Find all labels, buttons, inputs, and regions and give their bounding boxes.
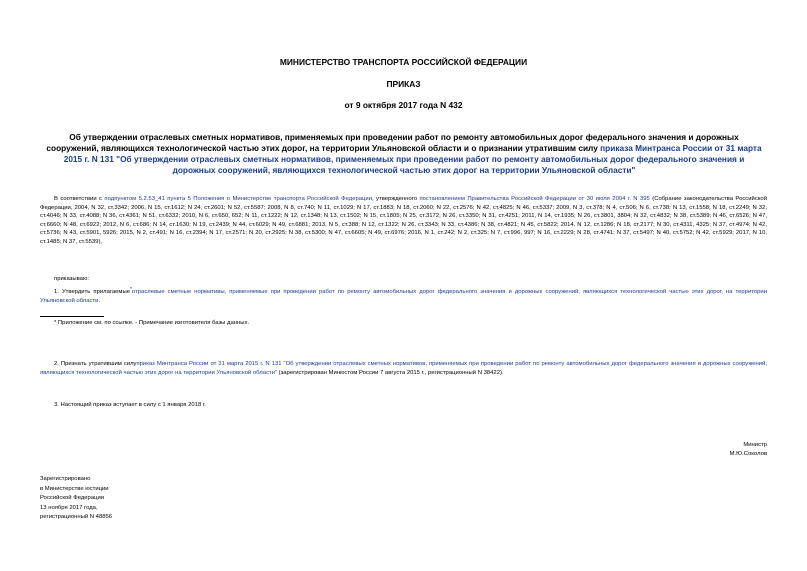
registration-line: 13 ноября 2017 года, xyxy=(40,504,98,511)
registration-line: в Министерстве юстиции xyxy=(40,485,109,492)
document-date: от 9 октября 2017 года N 432 xyxy=(344,100,463,110)
document-type-heading: ПРИКАЗ xyxy=(386,79,421,89)
repealed-order-link[interactable]: приказ Минтранса России от 31 марта 2015 г. N 131 "Об утверждении отраслевых сметных нормативов, применяемых при проведении работ по ремонту автомобильных дорог федерального значения и дорожных сооружений, являющихся технологической частью этих дорог на территории Ульяновской области" xyxy=(40,361,768,376)
regulation-subclause-link[interactable]: подпунктом 5.2.53_41 пункта 5 Положения о Министерстве транспорта Российской Федерации xyxy=(104,196,372,202)
ministry-heading: МИНИСТЕРСТВО ТРАНСПОРТА РОССИЙСКОЙ ФЕДЕРАЦИИ xyxy=(279,57,528,67)
basis-text-2: , утвержденного xyxy=(371,196,420,202)
footnote-marker: * xyxy=(130,287,132,292)
item-2-text: 2. Признать утратившим силу xyxy=(54,361,137,367)
registration-line: Российской Федерации xyxy=(40,495,105,501)
item-2-registration: (зарегистрирован Минюстом России 7 августа 2015 г., регистрационный N 38422). xyxy=(276,369,504,376)
item-3-paragraph: 3. Настоящий приказ вступает в силу с 1 января 2018 г. xyxy=(54,402,206,408)
basis-text-3: (Собрание законодательства Российской Федерации, 2004, N 32, ст.3342; 2006, N 15, ст.1612; N 24, ст.2601; N 52, ст.5587; 2008, N 8, ст.740; N 11, ст.1029; N 17, ст.1883; N 18, ст.2060; N 22, ст.2576; N 42, ст.4825; N 46, ст.5337; 2009, N 3, ст.378; N 4, ст.506; N 6, ст.738; N 13, ст.1558; N 18, ст.2249; N 32, ст.4046; N 33, ст.4088; N 36, ст.4361; N 51, ст.6332; 2010, N 6, ст.650, 652; N 11, ст.1222; N 12, ст.1348; N 13, ст.1502; N 15, ст.1805; N 25, ст.3172; N 26, ст.3350; N 31, ст.4251; 2011, N 14, ст.1935; N 26, ст.3801, 3804; N 32, ст.4832; N 38, ст.5389; N 46, ст.6526; N 47, ст.6660; N 48, ст.6922; 2012, N 6, ст.686; N 14, ст.1630; N 19, ст.2439; N 44, ст.6029; N 49, ст.6881; 2013, N 5, ст.388; N 12, ст.1322; N 26, ст.3343; N 33, ст.4386; N 38, ст.4821; N 45, ст.5822; 2014, N 12, ст.1286; N 18, ст.2177; N 30, ст.4311, 4325; N 37, ст.4974; N 42, ст.5736; N 43, ст.5901, 5926; 2015, N 2, ст.491; N 16, ст.2394; N 17, ст.2571; N 20, ст.2925; N 38, ст.5300; N 47, ст.6605; N 49, ст.6976; 2016, N 1, ст.242; N 2, ст.325; N 7, ст.996, 997; N 16, ст.2229; N 28, ст.4741; N 37, ст.5497; N 40, ст.5752; N 42, ст.5929; 2017, N 10, ст.1485; N 37, ст.5539), xyxy=(40,196,767,245)
item-1-text: 1. Утвердить прилагаемые xyxy=(54,288,130,295)
title-repealed-order-link[interactable]: приказа Минтранса России от 31 марта 2015 г. N 131 "Об утверждении отраслевых сметных нормативов, применяемых при проведении работ по ремонту автомобильных дорог федерального значения и дорожных сооружений, являющихся технологической частью этих дорог на территории Ульяновской области" xyxy=(63,143,762,175)
signature-title: Министр xyxy=(743,442,767,448)
item-1-paragraph xyxy=(40,286,767,305)
estimate-norms-link[interactable]: отраслевые сметные нормативы, применяемые при проведении работ по ремонту автомобильных дорог федерального значения и дорожных сооружений, являющихся технологической частью этих дорог, на территории Ульяновской области xyxy=(40,288,768,304)
prikazyvayu-text: приказываю: xyxy=(54,276,90,282)
item-1-end: . xyxy=(98,297,101,304)
government-decree-link[interactable]: постановлением Правительства Российской Федерации от 30 июля 2004 г. N 395 xyxy=(419,196,650,202)
item-2-paragraph xyxy=(40,360,767,377)
signature-name: М.Ю.Соколов xyxy=(729,451,767,457)
document-title xyxy=(42,132,766,176)
footnote-divider xyxy=(40,316,104,317)
basis-paragraph xyxy=(40,195,767,247)
basis-text-1: В соответствии с xyxy=(54,196,105,202)
registration-line: регистрационный N 48856 xyxy=(40,514,113,520)
footnote-text: * Приложение см. по ссылке. - Примечание изготовителя базы данных. xyxy=(54,320,250,326)
title-text: Об утверждении отраслевых сметных нормативов, применяемых при проведении работ по ремонту автомобильных дорог федерального значения и дорожных сооружений, являющихся технологической частью этих дорог, на территории Ульяновской области и о признании утратившим силу xyxy=(46,132,739,153)
registration-line: Зарегистрировано xyxy=(40,476,91,482)
registration-block xyxy=(40,475,112,523)
